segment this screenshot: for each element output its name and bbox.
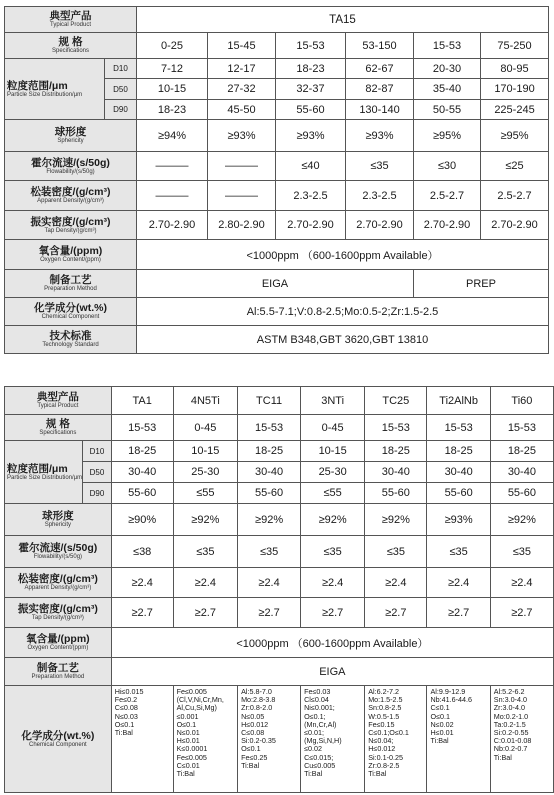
chem-line: C≤0.1 bbox=[430, 703, 450, 713]
psd-cn: 粒度范围/μm bbox=[7, 79, 68, 92]
tap-density-cell: ≥2.7 bbox=[238, 598, 301, 628]
prep-eiga: EIGA bbox=[111, 658, 553, 686]
chem-line: Ni≤0.001; bbox=[304, 703, 335, 713]
chem-composition-tc11 bbox=[238, 686, 301, 793]
d10-cell: 18-25 bbox=[238, 441, 301, 462]
chem-line: H≤0.01 bbox=[176, 736, 200, 746]
d10-cell: 18-25 bbox=[365, 441, 427, 462]
apparent-density-en: Apparent Density/(g/cm³) bbox=[37, 198, 104, 204]
flowability-cell: ≤35 bbox=[346, 152, 414, 181]
chem-line: O≤0.1; bbox=[304, 711, 326, 721]
flowability-header bbox=[5, 152, 137, 181]
chem-line: Nb:41.6-44.6 bbox=[430, 695, 473, 705]
tap-density-cell: ≥2.7 bbox=[301, 598, 365, 628]
psd-en: Particle Size Distribution/μm bbox=[7, 474, 83, 481]
product-name: TC11 bbox=[238, 387, 301, 415]
d90-cell: 225-245 bbox=[481, 100, 549, 120]
flowability-cell: ≤35 bbox=[365, 536, 427, 568]
chem-line: C≤0.015; bbox=[304, 752, 334, 762]
chem-line: Fe≤0.005 bbox=[176, 687, 207, 696]
chem-line: Fe≤0.15 bbox=[368, 719, 395, 729]
spec-cell: 53-150 bbox=[346, 33, 414, 59]
apparent-density-cell: ——— bbox=[137, 181, 208, 211]
apparent-density-row bbox=[5, 181, 549, 211]
specifications-cn: 规 格 bbox=[58, 36, 83, 48]
prep-eiga: EIGA bbox=[137, 270, 414, 298]
d90-cell: 55-60 bbox=[490, 483, 553, 504]
apparent-density-cell: ≥2.4 bbox=[301, 568, 365, 598]
d90-cell: 55-60 bbox=[111, 483, 173, 504]
spec-cell: 75-250 bbox=[481, 33, 549, 59]
chem-line: K≤0.0001 bbox=[176, 744, 208, 754]
chem-line: Si:0.1-0.25 bbox=[368, 752, 403, 762]
d10-row bbox=[5, 59, 549, 79]
d90-cell: 130-140 bbox=[346, 100, 414, 120]
chem-line: Al:5.2-6.2 bbox=[493, 687, 525, 696]
chem-line: Zr:0.8-2.5 bbox=[368, 760, 400, 770]
chem-value: Al:5.5-7.1;V:0.8-2.5;Mo:0.5-2;Zr:1.5-2.5 bbox=[137, 298, 549, 326]
tap-density-row bbox=[5, 211, 549, 240]
sphericity-cell: ≥93% bbox=[276, 120, 346, 152]
prep-prep: PREP bbox=[414, 270, 549, 298]
apparent-density-cell: ≥2.4 bbox=[238, 568, 301, 598]
ta15-spec-table bbox=[4, 6, 549, 354]
d50-cell: 30-40 bbox=[111, 462, 173, 483]
chem-line: Si:0.2-0.55 bbox=[493, 728, 529, 738]
apparent-density-cell: ≥2.4 bbox=[427, 568, 490, 598]
standard-header bbox=[5, 326, 137, 354]
apparent-density-header bbox=[5, 568, 112, 598]
chem-line: Zr:3.0-4.0 bbox=[493, 703, 525, 713]
chem-composition-ti2alnb bbox=[427, 686, 490, 793]
sphericity-cell: ≥93% bbox=[427, 504, 490, 536]
d90-cell: 18-23 bbox=[137, 100, 208, 120]
oxygen-cn: 氧含量/(ppm) bbox=[26, 633, 90, 645]
d10-cell: 10-15 bbox=[301, 441, 365, 462]
product-row bbox=[5, 387, 554, 415]
chem-header bbox=[5, 686, 112, 793]
chem-cn: 化学成分(wt.%) bbox=[34, 302, 107, 314]
d10-cell: 18-25 bbox=[490, 441, 553, 462]
titanium-products-table bbox=[4, 386, 554, 793]
tap-density-cell: ≥2.7 bbox=[173, 598, 237, 628]
tap-density-header bbox=[5, 211, 137, 240]
tap-density-cell: 2.70-2.90 bbox=[481, 211, 549, 240]
sphericity-cell: ≥92% bbox=[301, 504, 365, 536]
chem-composition-ti60 bbox=[490, 686, 553, 793]
specifications-en: Specifications bbox=[39, 430, 77, 436]
sphericity-header bbox=[5, 120, 137, 152]
oxygen-cn: 氧含量/(ppm) bbox=[38, 245, 103, 257]
d10-cell: 80-95 bbox=[481, 59, 549, 79]
apparent-density-cn: 松装密度/(g/cm³) bbox=[30, 186, 111, 198]
flowability-cell: ≤38 bbox=[111, 536, 173, 568]
flowability-cell: ≤40 bbox=[276, 152, 346, 181]
spec-cell: 15-45 bbox=[208, 33, 276, 59]
tap-density-row bbox=[5, 598, 554, 628]
chem-line: Ta:0.2-1.5 bbox=[493, 719, 526, 729]
sphericity-cell: ≥95% bbox=[481, 120, 549, 152]
sphericity-row bbox=[5, 504, 554, 536]
sphericity-cell: ≥92% bbox=[490, 504, 553, 536]
typical-product-en: Typical Product bbox=[49, 22, 92, 28]
apparent-density-cell: ≥2.4 bbox=[490, 568, 553, 598]
d10-cell: 10-15 bbox=[173, 441, 237, 462]
standard-value: ASTM B348,GBT 3620,GBT 13810 bbox=[137, 326, 549, 354]
sphericity-en: Sphericity bbox=[57, 138, 84, 144]
chem-row bbox=[5, 686, 554, 793]
d50-cell: 25-30 bbox=[173, 462, 237, 483]
chem-composition-ta1 bbox=[111, 686, 173, 793]
d10-cell: 18-25 bbox=[111, 441, 173, 462]
chem-line: H≤0.012 bbox=[241, 719, 269, 729]
flowability-cell: ——— bbox=[208, 152, 276, 181]
specifications-en: Specifications bbox=[51, 48, 90, 54]
sphericity-en: Sphericity bbox=[44, 522, 72, 528]
sphericity-row bbox=[5, 120, 549, 152]
tap-density-cell: ≥2.7 bbox=[365, 598, 427, 628]
apparent-density-cell: ≥2.4 bbox=[111, 568, 173, 598]
chem-line: N≤0.01 bbox=[176, 728, 200, 738]
d50-label: D50 bbox=[83, 462, 111, 483]
specs-row bbox=[5, 33, 549, 59]
prep-cn: 制备工艺 bbox=[49, 274, 92, 286]
oxygen-value: <1000ppm （600-1600ppm Available） bbox=[137, 240, 549, 270]
prep-row bbox=[5, 270, 549, 298]
typical-product-cn: 典型产品 bbox=[36, 391, 79, 403]
prep-en: Preparation Method bbox=[31, 674, 85, 680]
d90-cell: 55-60 bbox=[276, 100, 346, 120]
flowability-header bbox=[5, 536, 112, 568]
d10-label: D10 bbox=[83, 441, 111, 462]
d50-cell: 25-30 bbox=[301, 462, 365, 483]
chem-line: (Mg,Si,N,H) bbox=[304, 736, 342, 746]
sphericity-cell: ≥94% bbox=[137, 120, 208, 152]
tap-density-cell: 2.70-2.90 bbox=[276, 211, 346, 240]
spec-cell: 15-53 bbox=[414, 33, 481, 59]
apparent-density-cn: 松装密度/(g/cm³) bbox=[17, 573, 98, 585]
chem-line: Nb:0.2-0.7 bbox=[493, 744, 528, 754]
flowability-cell: ≤25 bbox=[481, 152, 549, 181]
prep-en: Preparation Method bbox=[44, 286, 97, 292]
spec-cell: 0-25 bbox=[137, 33, 208, 59]
d50-cell: 82-87 bbox=[346, 79, 414, 100]
apparent-density-cell: 2.5-2.7 bbox=[481, 181, 549, 211]
oxygen-en: Oxygen Content/(ppm) bbox=[27, 645, 89, 651]
chem-line: Cu≤0.005 bbox=[304, 760, 336, 770]
tap-density-cell: 2.70-2.90 bbox=[414, 211, 481, 240]
d10-cell: 12-17 bbox=[208, 59, 276, 79]
product-name: TA1 bbox=[111, 387, 173, 415]
chem-line: Fe≤0.25 bbox=[241, 752, 268, 762]
chem-line: Ti:Bal bbox=[493, 752, 512, 762]
chem-line: ≤0.001 bbox=[176, 711, 199, 721]
chem-line: ≤0.01; bbox=[304, 728, 325, 738]
chem-line: N≤0.02 bbox=[430, 719, 454, 729]
chem-en: Chemical Component bbox=[29, 741, 87, 748]
d50-cell: 35-40 bbox=[414, 79, 481, 100]
ta15-table-body bbox=[5, 7, 549, 354]
chem-line: C≤0.1;O≤0.1 bbox=[368, 728, 409, 738]
tap-density-cell: 2.70-2.90 bbox=[137, 211, 208, 240]
d90-cell: 50-55 bbox=[414, 100, 481, 120]
psd-header bbox=[5, 441, 83, 504]
typical-product-header bbox=[5, 7, 137, 33]
apparent-density-cell: ≥2.4 bbox=[173, 568, 237, 598]
d10-cell: 18-25 bbox=[427, 441, 490, 462]
sphericity-cell: ≥92% bbox=[365, 504, 427, 536]
specifications-header bbox=[5, 33, 137, 59]
chem-line: O≤0.1 bbox=[114, 719, 135, 729]
chem-line: Fe≤0.2 bbox=[114, 695, 138, 705]
tap-density-cell: 2.70-2.90 bbox=[346, 211, 414, 240]
d90-cell: ≤55 bbox=[301, 483, 365, 504]
chem-line: H≤0.01 bbox=[430, 728, 454, 738]
spec-cell: 15-53 bbox=[427, 415, 490, 441]
chem-line: N≤0.05 bbox=[241, 711, 265, 721]
spec-cell: 15-53 bbox=[365, 415, 427, 441]
apparent-density-row bbox=[5, 568, 554, 598]
chem-line: C≤0.08 bbox=[241, 728, 265, 738]
flowability-cn: 霍尔流速/(s/50g) bbox=[18, 542, 98, 554]
spec-cell: 15-53 bbox=[490, 415, 553, 441]
standard-en: Technology Standard bbox=[42, 342, 99, 348]
d10-cell: 18-23 bbox=[276, 59, 346, 79]
chem-line: Ti:Bal bbox=[304, 769, 323, 779]
d50-cell: 10-15 bbox=[137, 79, 208, 100]
chem-line: C≤0.08 bbox=[114, 703, 138, 713]
apparent-density-cell: 2.5-2.7 bbox=[414, 181, 481, 211]
chem-line: N≤0.03 bbox=[114, 711, 138, 721]
chem-line: W:0.5-1.5 bbox=[368, 711, 400, 721]
chem-line: O≤0.1 bbox=[241, 744, 261, 754]
d50-cell: 27-32 bbox=[208, 79, 276, 100]
typical-product-header bbox=[5, 387, 112, 415]
psd-cn: 粒度范围/μm bbox=[7, 462, 68, 475]
tap-density-cell: ≥2.7 bbox=[427, 598, 490, 628]
chem-cn: 化学成分(wt.%) bbox=[21, 729, 95, 742]
tap-density-cn: 振实密度/(g/cm³) bbox=[30, 215, 111, 228]
chem-line: Mo:1.5-2.5 bbox=[368, 695, 403, 705]
specifications-cn: 规 格 bbox=[45, 418, 70, 430]
chem-composition-tc25 bbox=[365, 686, 427, 793]
chem-line: Al:5.8-7.0 bbox=[241, 687, 272, 696]
sphericity-cell: ≥93% bbox=[346, 120, 414, 152]
apparent-density-en: Apparent Density/(g/cm³) bbox=[24, 585, 92, 591]
tap-density-header bbox=[5, 598, 112, 628]
d50-cell: 170-190 bbox=[481, 79, 549, 100]
chem-line: H≤0.012 bbox=[368, 744, 396, 754]
chem-row bbox=[5, 298, 549, 326]
chem-line: Fe≤0.005 bbox=[176, 752, 207, 762]
d10-cell: 7-12 bbox=[137, 59, 208, 79]
d90-cell: 55-60 bbox=[238, 483, 301, 504]
oxygen-header bbox=[5, 628, 112, 658]
apparent-density-cell: 2.3-2.5 bbox=[276, 181, 346, 211]
chem-line: Zr:0.8-2.0 bbox=[241, 703, 273, 713]
d50-cell: 32-37 bbox=[276, 79, 346, 100]
prep-row bbox=[5, 658, 554, 686]
product-name: Ti2AlNb bbox=[427, 387, 490, 415]
tap-density-cn: 振实密度/(g/cm³) bbox=[17, 603, 98, 615]
d50-cell: 30-40 bbox=[238, 462, 301, 483]
d90-cell: ≤55 bbox=[173, 483, 237, 504]
d90-label: D90 bbox=[83, 483, 111, 504]
apparent-density-cell: ——— bbox=[208, 181, 276, 211]
d50-label: D50 bbox=[105, 79, 137, 100]
oxygen-header bbox=[5, 240, 137, 270]
psd-en: Particle Size Distribution/μm bbox=[7, 91, 83, 98]
d10-label: D10 bbox=[105, 59, 137, 79]
oxygen-row bbox=[5, 628, 554, 658]
sphericity-cell: ≥93% bbox=[208, 120, 276, 152]
d10-cell: 20-30 bbox=[414, 59, 481, 79]
flowability-row bbox=[5, 536, 554, 568]
chem-line: Fe≤0.03 bbox=[304, 687, 331, 696]
spec-cell: 0-45 bbox=[301, 415, 365, 441]
sphericity-cell: ≥90% bbox=[111, 504, 173, 536]
specs-row bbox=[5, 415, 554, 441]
flowability-cell: ——— bbox=[137, 152, 208, 181]
d50-row bbox=[5, 462, 554, 483]
d50-cell: 30-40 bbox=[427, 462, 490, 483]
product-name: TA15 bbox=[137, 7, 549, 33]
sphericity-cn: 球形度 bbox=[54, 126, 87, 138]
d50-cell: 30-40 bbox=[490, 462, 553, 483]
prep-header bbox=[5, 270, 137, 298]
flowability-en: Flowability/(s/50g) bbox=[46, 168, 95, 175]
chem-line: Ti:Bal bbox=[114, 728, 133, 738]
flowability-cn: 霍尔流速/(s/50g) bbox=[31, 156, 110, 169]
tap-density-cell: ≥2.7 bbox=[490, 598, 553, 628]
flowability-cell: ≤30 bbox=[414, 152, 481, 181]
d90-cell: 45-50 bbox=[208, 100, 276, 120]
standard-row bbox=[5, 326, 549, 354]
chem-line: Sn:0.8-2.5 bbox=[368, 703, 402, 713]
oxygen-value: <1000ppm （600-1600ppm Available） bbox=[111, 628, 553, 658]
tap-density-en: Tap Density/(g/cm³) bbox=[31, 615, 84, 621]
chem-composition-3nti bbox=[301, 686, 365, 793]
chem-line: Mo:0.2-1.0 bbox=[493, 711, 529, 721]
spec-cell: 0-45 bbox=[173, 415, 237, 441]
oxygen-en: Oxygen Content/(ppm) bbox=[40, 257, 101, 263]
chem-line: (Cl,V,Ni,Cr,Mn, bbox=[176, 695, 224, 705]
d90-cell: 55-60 bbox=[365, 483, 427, 504]
products-table-body bbox=[5, 387, 554, 793]
tap-density-cell: ≥2.7 bbox=[111, 598, 173, 628]
typical-product-en: Typical Product bbox=[37, 403, 79, 409]
flowability-cell: ≤35 bbox=[427, 536, 490, 568]
tap-density-en: Tap Density/(g/cm³) bbox=[44, 227, 97, 234]
chem-composition-4n5ti bbox=[173, 686, 237, 793]
oxygen-row bbox=[5, 240, 549, 270]
chem-line: Si:0.2-0.35 bbox=[241, 736, 276, 746]
typical-product-cn: 典型产品 bbox=[49, 10, 92, 22]
chem-line: Ti:Bal bbox=[241, 760, 260, 770]
chem-line: Al,Cu,Si,Mg) bbox=[176, 703, 217, 713]
sphericity-header bbox=[5, 504, 112, 536]
apparent-density-cell: 2.3-2.5 bbox=[346, 181, 414, 211]
d10-cell: 62-67 bbox=[346, 59, 414, 79]
flowability-cell: ≤35 bbox=[238, 536, 301, 568]
spec-cell: 15-53 bbox=[276, 33, 346, 59]
chem-line: Ti:Bal bbox=[176, 769, 195, 779]
spec-cell: 15-53 bbox=[111, 415, 173, 441]
chem-line: N≤0.04; bbox=[368, 736, 394, 746]
flowability-cell: ≤35 bbox=[490, 536, 553, 568]
chem-line: Al:9.9-12.9 bbox=[430, 687, 466, 696]
sphericity-cell: ≥92% bbox=[238, 504, 301, 536]
product-name: 4N5Ti bbox=[173, 387, 237, 415]
flowability-en: Flowability/(s/50g) bbox=[33, 554, 83, 560]
prep-cn: 制备工艺 bbox=[36, 662, 79, 674]
product-row bbox=[5, 7, 549, 33]
flowability-cell: ≤35 bbox=[173, 536, 237, 568]
chem-line: Sn:3.0-4.0 bbox=[493, 695, 527, 705]
chem-line: C:0.01-0.08 bbox=[493, 736, 532, 746]
standard-cn: 技术标准 bbox=[49, 330, 92, 342]
flowability-row bbox=[5, 152, 549, 181]
product-name: Ti60 bbox=[490, 387, 553, 415]
apparent-density-header bbox=[5, 181, 137, 211]
sphericity-cell: ≥92% bbox=[173, 504, 237, 536]
d90-cell: 55-60 bbox=[427, 483, 490, 504]
chem-line: Al:6.2-7.2 bbox=[368, 687, 399, 696]
prep-header bbox=[5, 658, 112, 686]
chem-line: Cl≤0.04 bbox=[304, 695, 329, 705]
sphericity-cn: 球形度 bbox=[42, 510, 74, 522]
d10-row bbox=[5, 441, 554, 462]
chem-line: (Mn,Cr,Al) bbox=[304, 719, 337, 729]
chem-line: Hi≤0.015 bbox=[114, 687, 144, 696]
d90-label: D90 bbox=[105, 100, 137, 120]
chem-line: O≤0.1 bbox=[430, 711, 451, 721]
chem-line: Ti:Bal bbox=[430, 736, 449, 746]
d90-row bbox=[5, 483, 554, 504]
spec-cell: 15-53 bbox=[238, 415, 301, 441]
chem-line: O≤0.1 bbox=[176, 719, 197, 729]
sphericity-cell: ≥95% bbox=[414, 120, 481, 152]
psd-header bbox=[5, 59, 105, 120]
product-name: TC25 bbox=[365, 387, 427, 415]
flowability-cell: ≤35 bbox=[301, 536, 365, 568]
chem-line: C≤0.01 bbox=[176, 760, 200, 770]
chem-line: Mo:2.8-3.8 bbox=[241, 695, 276, 705]
chem-line: ≤0.02 bbox=[304, 744, 323, 754]
chem-header bbox=[5, 298, 137, 326]
chem-en: Chemical Component bbox=[41, 314, 100, 320]
chem-line: Ti:Bal bbox=[368, 769, 387, 779]
d50-cell: 30-40 bbox=[365, 462, 427, 483]
tap-density-cell: 2.80-2.90 bbox=[208, 211, 276, 240]
specifications-header bbox=[5, 415, 112, 441]
product-name: 3NTi bbox=[301, 387, 365, 415]
apparent-density-cell: ≥2.4 bbox=[365, 568, 427, 598]
